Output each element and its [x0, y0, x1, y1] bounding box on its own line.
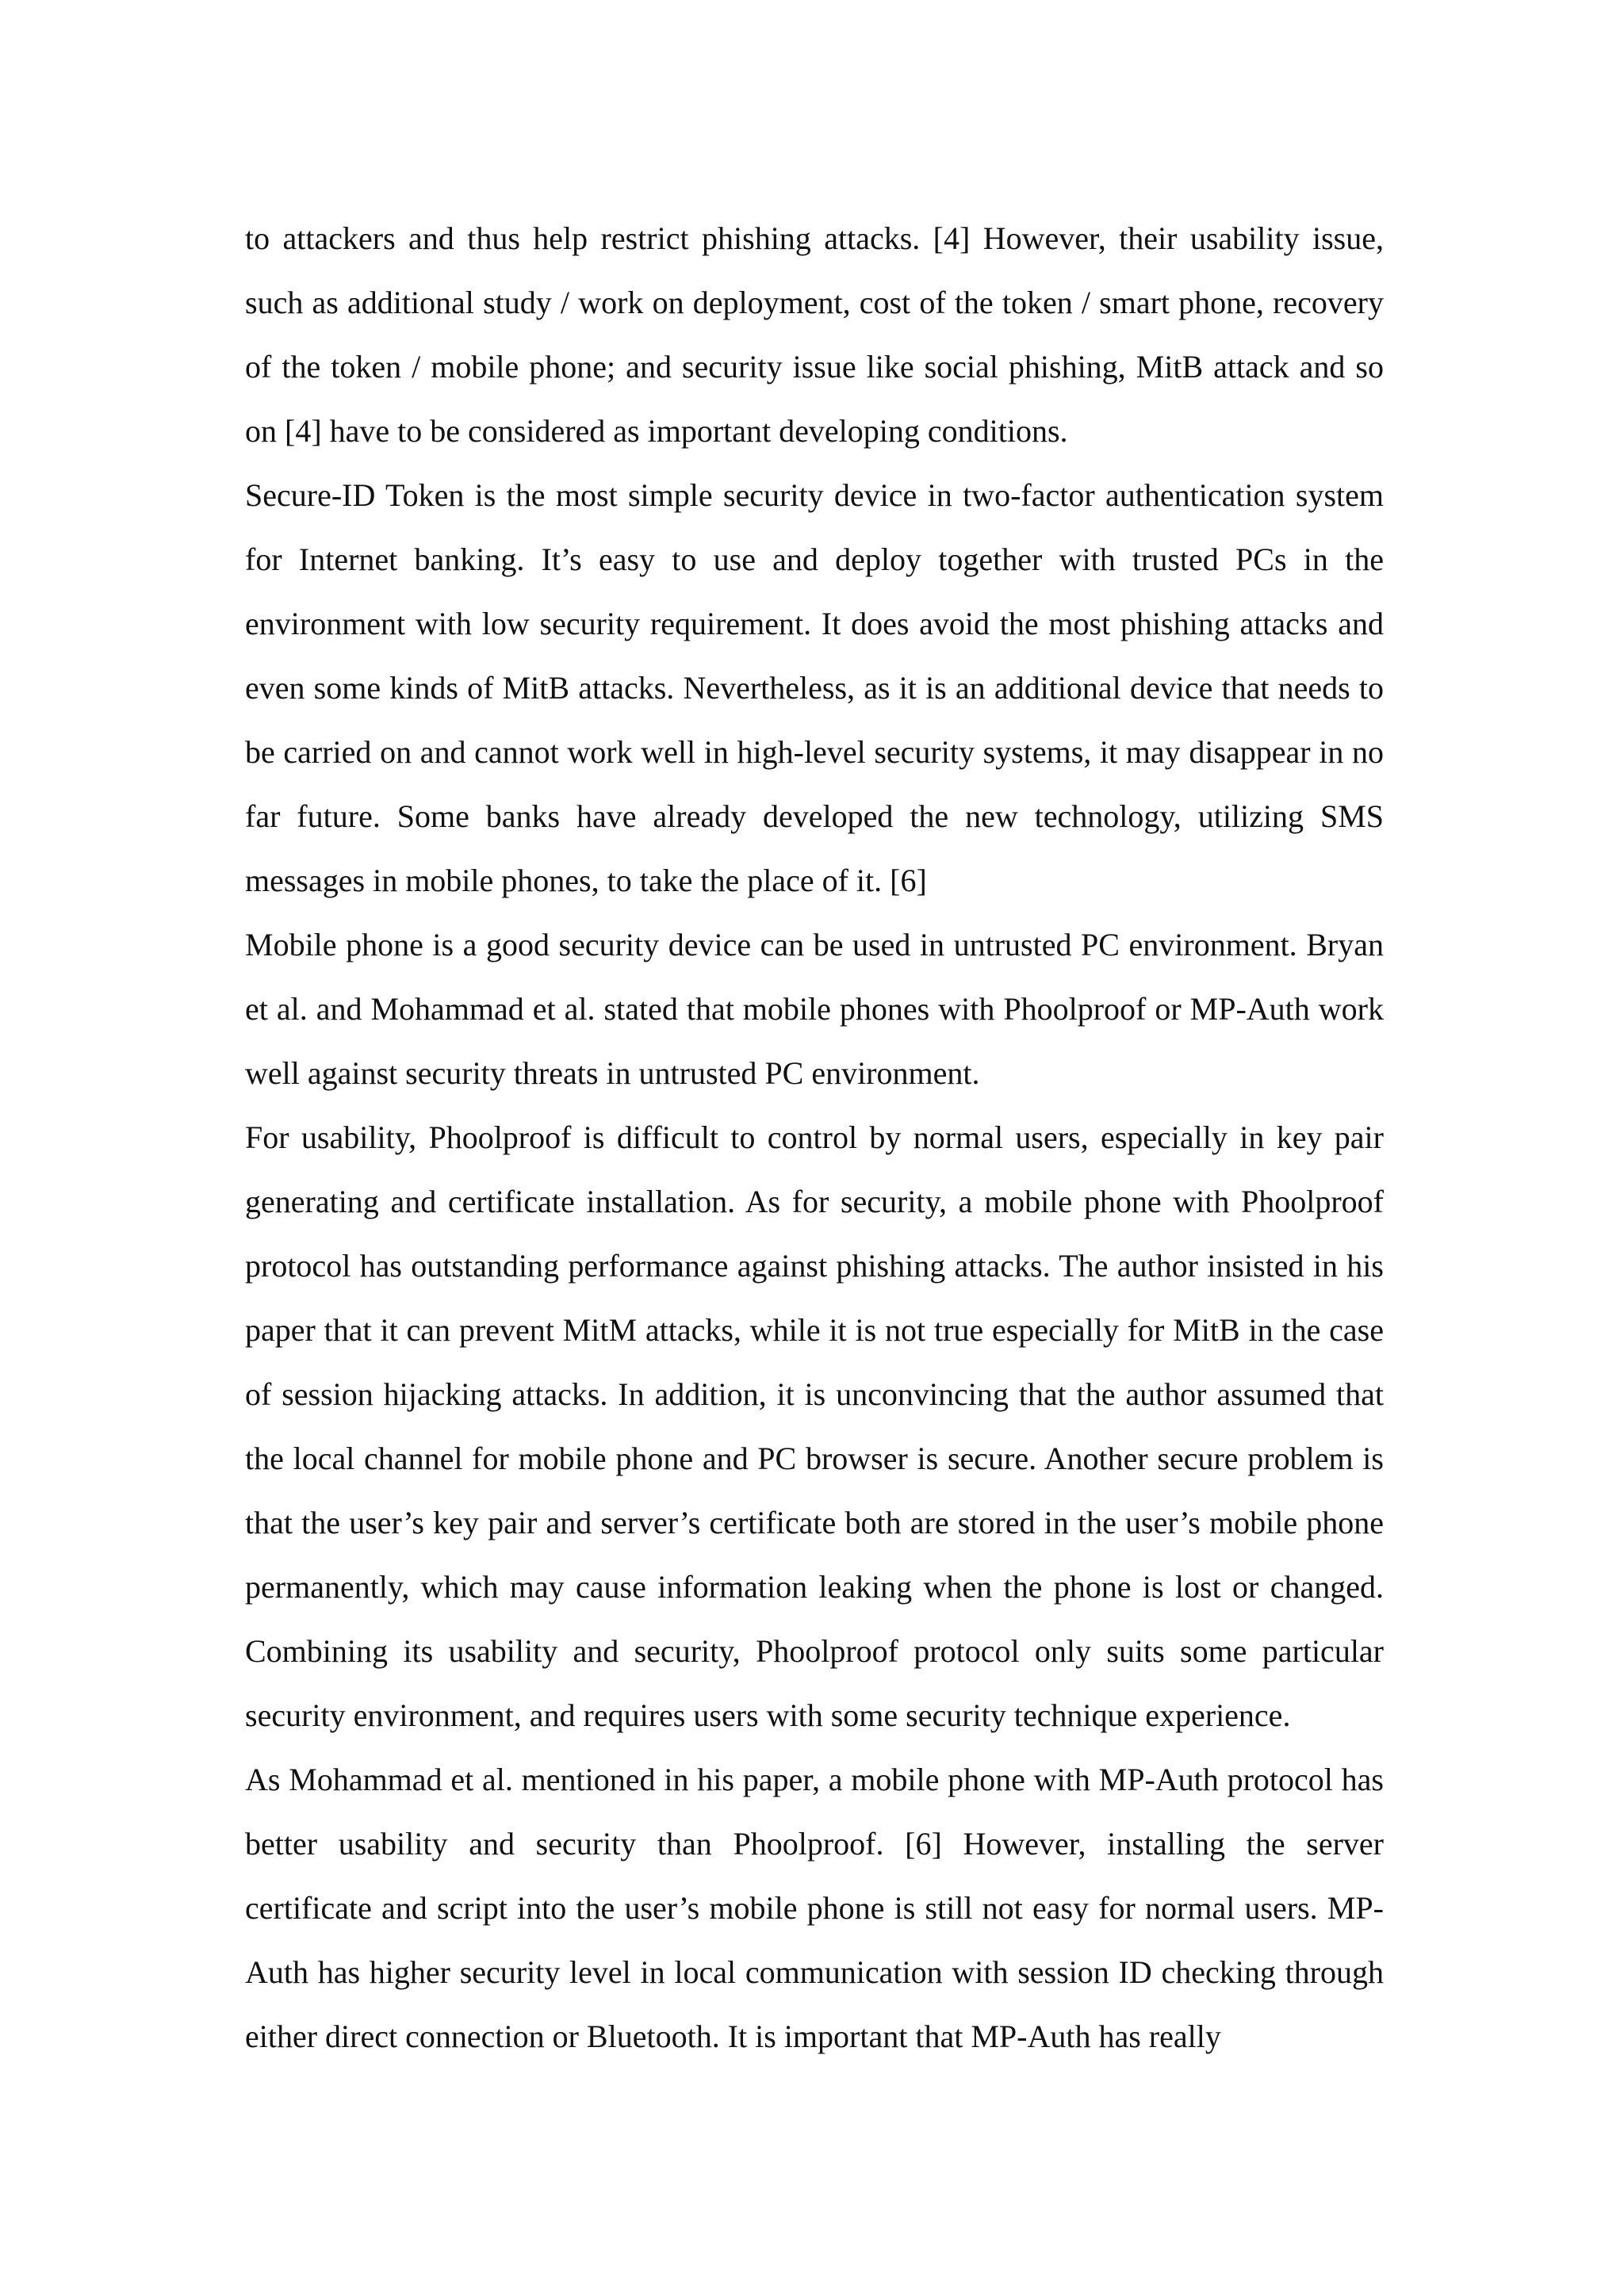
body-text — [245, 206, 1384, 2068]
paragraph-secure-id-token: Secure-ID Token is the most simple security device in two-factor authentication system for Internet banking. It’s easy to use and deploy together with trusted PCs in the environment with low security requirement. It does avoid the most phishing attacks and even some kinds of MitB attacks. Nevertheless, as it is an additional device that needs to be carried on and cannot work well in high-level security systems, it may disappear in no far future. Some banks have already developed the new technology, utilizing SMS messages in mobile phones, to take the place of it. [6] — [245, 477, 1384, 898]
paragraph-phishing-tokens: to attackers and thus help restrict phishing attacks. [4] However, their usability issue, such as additional study / work on deployment, cost of the token / smart phone, recovery of the token / mobile phone; and security issue like social phishing, MitB attack and so on [4] have to be considered as important developing conditions. — [245, 220, 1384, 449]
paragraph-mp-auth: As Mohammad et al. mentioned in his paper, a mobile phone with MP-Auth protocol has better usability and security than Phoolproof. [6] However, installing the server certificate and script into the user’s mobile phone is still not easy for normal users. MP-Auth has higher security level in local communication with session ID checking through either direct connection or Bluetooth. It is important that MP-Auth has really — [245, 1762, 1384, 2054]
paragraph-mobile-phone-device: Mobile phone is a good security device can be used in untrusted PC environment. Bryan et al. and Mohammad et al. stated that mobile phones with Phoolproof or MP-Auth work well against security threats in untrusted PC environment. — [245, 927, 1384, 1091]
paragraph-phoolproof-usability: For usability, Phoolproof is difficult to control by normal users, especially in key pair generating and certificate installation. As for security, a mobile phone with Phoolproof protocol has outstanding performance against phishing attacks. The author insisted in his paper that it can prevent MitM attacks, while it is not true especially for MitB in the case of session hijacking attacks. In addition, it is unconvincing that the author assumed that the local channel for mobile phone and PC browser is secure. Another secure problem is that the user’s key pair and server’s certificate both are stored in the user’s mobile phone permanently, which may cause information leaking when the phone is lost or changed. Combining its usability and security, Phoolproof protocol only suits some particular security environment, and requires users with some security technique experience. — [245, 1119, 1384, 1733]
